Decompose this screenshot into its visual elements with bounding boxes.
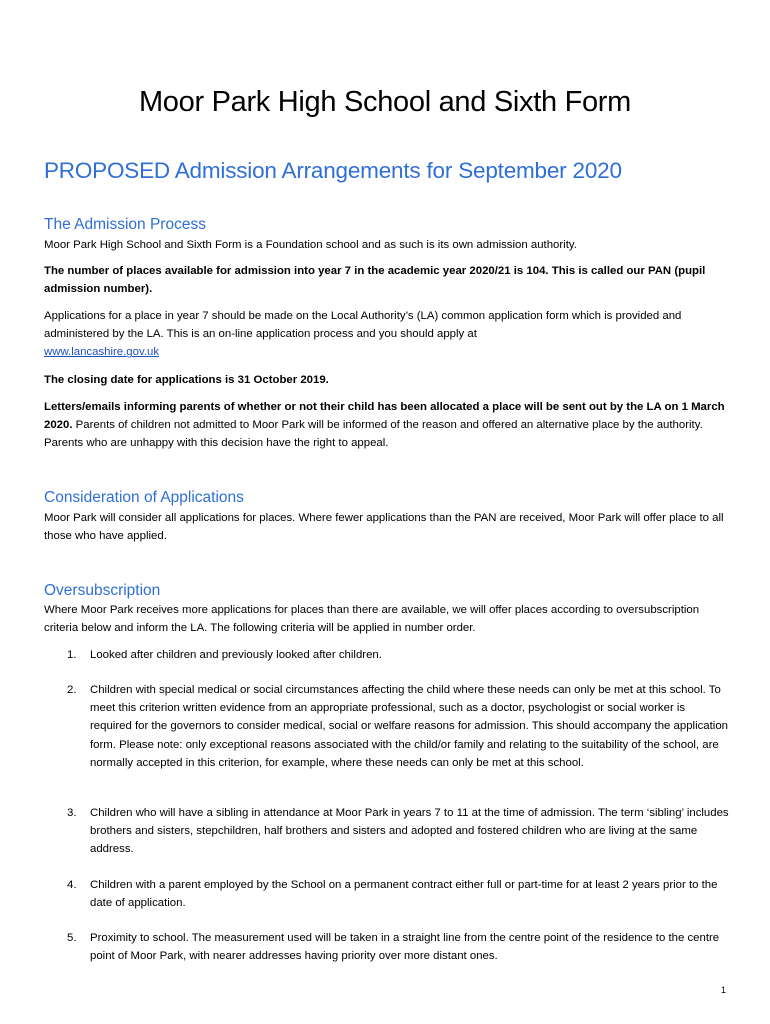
heading-consideration: Consideration of Applications <box>44 489 244 506</box>
heading-oversubscription: Oversubscription <box>44 582 161 599</box>
paragraph-closing-date: The closing date for applications is 31 October 2019. <box>44 374 329 386</box>
document-subtitle: PROPOSED Admission Arrangements for September 2020 <box>44 158 622 183</box>
criterion-text: Proximity to school. The measurement used will be taken in a straight line from the centre point of the residence to the centre point of Moor Park, with nearer addresses having priority over more distant ones. <box>90 932 720 963</box>
criterion-item <box>44 646 734 664</box>
criterion-item <box>44 681 734 772</box>
page-number: 1 <box>720 985 726 995</box>
paragraph-consideration: Moor Park will consider all applications for places. Where fewer applications than the PAN are received, Moor Park will offer place to all those who have applied. <box>44 512 724 543</box>
heading-admission-process: The Admission Process <box>44 216 206 233</box>
criterion-number: 4. <box>67 879 77 891</box>
criterion-item <box>44 929 734 965</box>
criterion-text: Children who will have a sibling in attendance at Moor Park in years 7 to 11 at the time of admission. The term ‘sibling’ includes brothers and sisters, stepchildren, half brothers and sisters and adopted and fostered children who are living at the same address. <box>90 807 729 856</box>
criterion-number: 1. <box>67 649 77 661</box>
criterion-number: 3. <box>67 807 77 819</box>
paragraph-oversubscription-intro: Where Moor Park receives more applications for places than there are available, we will offer places according to oversubscription criteria below and inform the LA. The following criteria will be applied in number order. <box>44 604 700 635</box>
paragraph-pan: The number of places available for admission into year 7 in the academic year 2020/21 is 104. This is called our PAN (pupil admission number). <box>44 265 706 296</box>
criterion-item <box>44 804 734 859</box>
paragraph-letters <box>44 398 734 453</box>
criterion-item <box>44 876 734 912</box>
paragraph-foundation-school: Moor Park High School and Sixth Form is a Foundation school and as such is its own admission authority. <box>44 239 577 251</box>
criterion-text: Children with special medical or social circumstances affecting the child where these needs can only be met at this school. To meet this criterion written evidence from an appropriate professional, such as a doctor, psychologist or social worker is required for the governors to consider medical, social or welfare reasons for admission. This should accompany the application form. Please note: only exceptional reasons associated with the child/or family and relating to the suitability of the school, are normally accepted in this criterion, for example, where these needs can only be met at this school. <box>90 684 728 769</box>
criterion-text: Looked after children and previously looked after children. <box>90 649 382 661</box>
lancashire-link[interactable]: www.lancashire.gov.uk <box>44 346 160 359</box>
criterion-text: Children with a parent employed by the School on a permanent contract either full or part-time for at least 2 years prior to the date of application. <box>90 879 718 910</box>
document-title: Moor Park High School and Sixth Form <box>138 86 632 118</box>
letters-text: Parents of children not admitted to Moor Park will be informed of the reason and offered an alternative place by the authority. Parents who are unhappy with this decision have the right to appeal. <box>44 419 703 450</box>
criterion-number: 2. <box>67 684 77 696</box>
paragraph-applications <box>44 307 734 362</box>
criterion-number: 5. <box>67 932 77 944</box>
applications-text: Applications for a place in year 7 should be made on the Local Authority’s (LA) common application form which is provided and administered by the LA. This is an on-line application process and you should apply at <box>44 310 682 341</box>
letters-bold-text: Letters/emails informing parents of whether or not their child has been allocated a place will be sent out by the LA on 1 March 2020. <box>44 401 725 432</box>
